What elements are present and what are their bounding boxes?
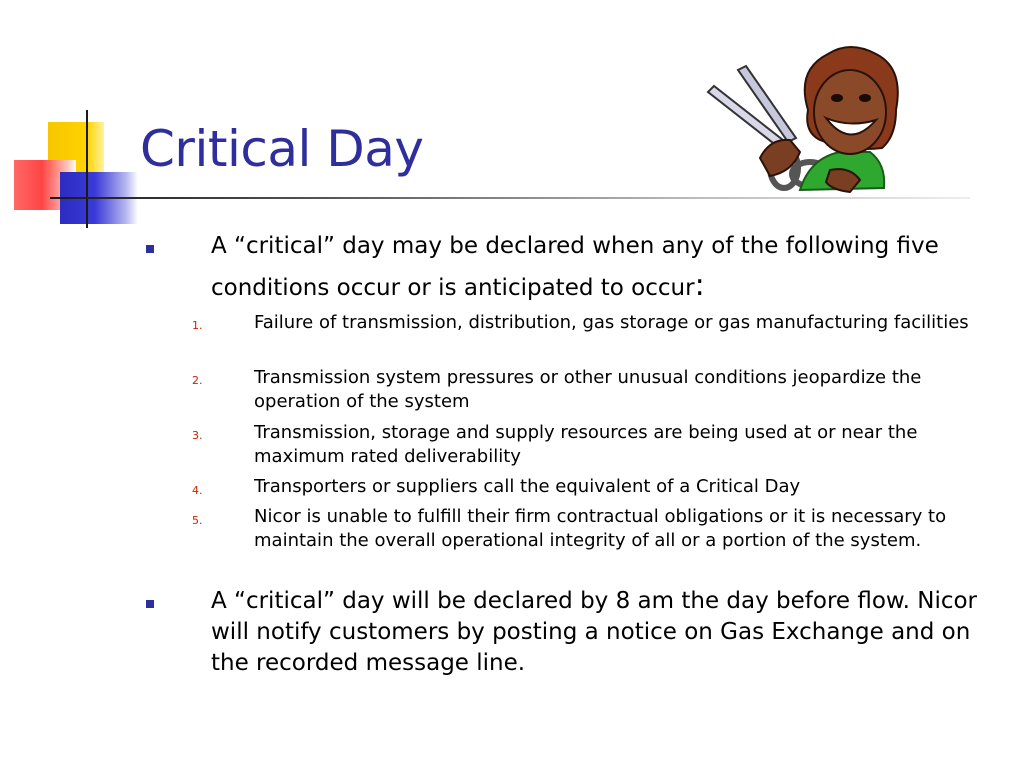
bullet-1-body: A “critical” day may be declared when any of the following five conditions occur or is anticipated to occur	[211, 233, 939, 301]
condition-text-4: Transporters or suppliers call the equivalent of a Critical Day	[254, 476, 801, 497]
slide-title: Critical Day	[140, 120, 424, 178]
woman-with-scissors-icon	[700, 40, 910, 200]
condition-number-1: 1.	[192, 319, 203, 332]
condition-text-5: Nicor is unable to fulfill their firm contractual obligations or it is necessary to maintain the overall operational integrity of all or a portion of the system.	[254, 506, 947, 551]
condition-text-2: Transmission system pressures or other unusual conditions jeopardize the operation of the system	[254, 367, 922, 412]
bullet-2-text: A “critical” day will be declared by 8 am the day before flow. Nicor will notify customers by posting a notice on Gas Exchange and on the recorded message line.	[211, 588, 978, 676]
condition-number-2: 2.	[192, 374, 203, 387]
bullet-marker-2	[146, 600, 154, 608]
condition-number-4: 4.	[192, 484, 203, 497]
condition-text-1: Failure of transmission, distribution, gas storage or gas manufacturing facilities	[254, 312, 969, 333]
decor-vertical-line	[86, 110, 88, 228]
condition-text-3: Transmission, storage and supply resources are being used at or near the maximum rated deliverability	[254, 422, 918, 467]
bullet-1-text	[211, 226, 981, 308]
bullet-1-colon: :	[694, 268, 705, 303]
bullet-marker-1	[146, 245, 154, 253]
condition-number-5: 5.	[192, 514, 203, 527]
condition-number-3: 3.	[192, 429, 203, 442]
